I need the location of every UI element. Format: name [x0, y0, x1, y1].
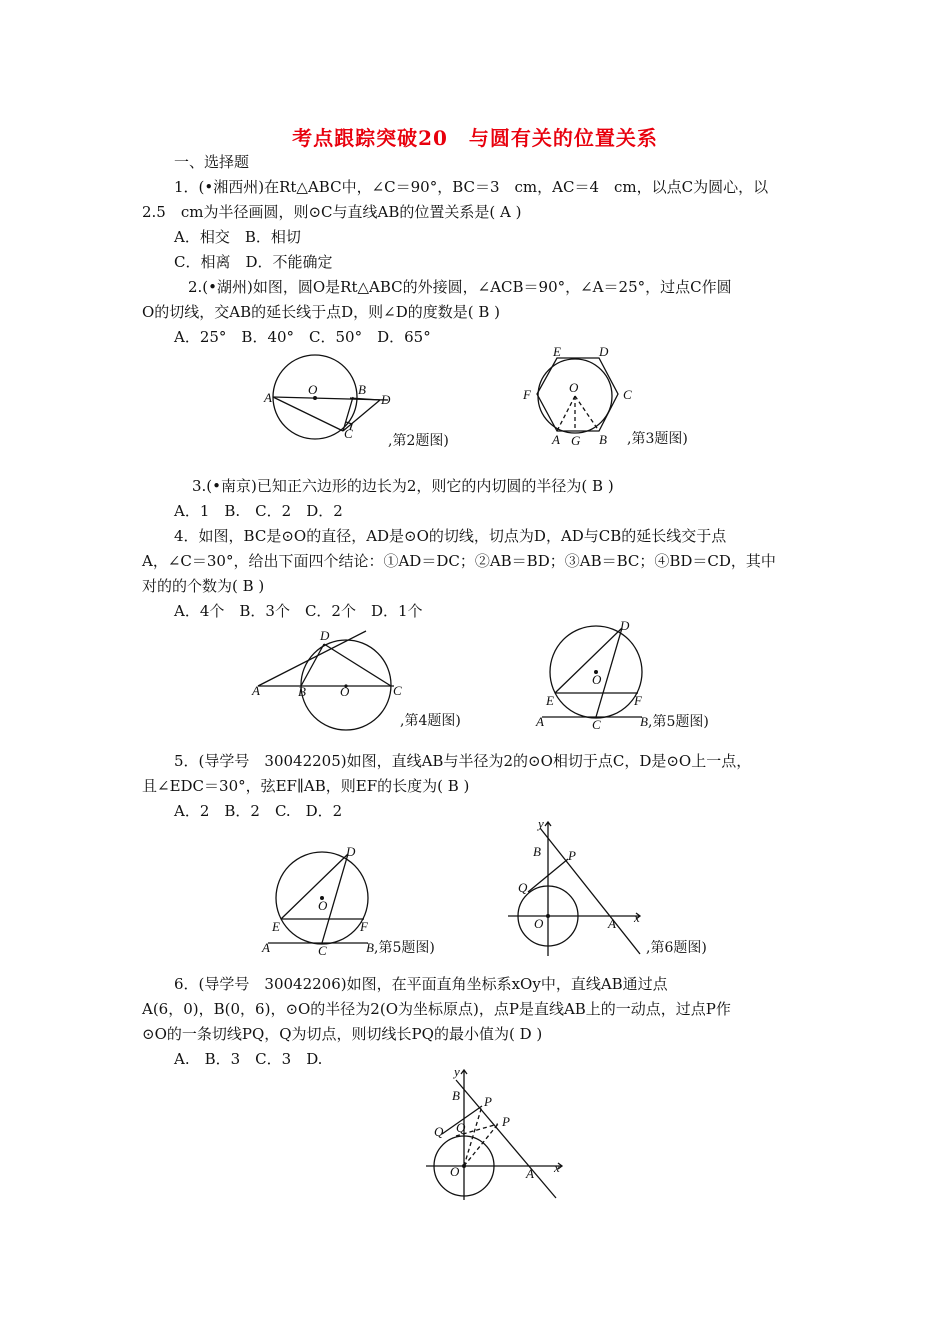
svg-text:A: A: [552, 432, 560, 447]
svg-text:y: y: [454, 1066, 460, 1079]
svg-text:O: O: [340, 684, 350, 699]
svg-text:B: B: [358, 382, 366, 397]
svg-text:E: E: [272, 919, 280, 934]
svg-text:D: D: [599, 344, 609, 359]
svg-text:F: F: [360, 919, 368, 934]
figure-q6-coordinate: [500, 816, 730, 964]
q4-options: A．4个 B．3个 C．2个 D．1个: [174, 602, 423, 620]
q2-line2: O的切线，交AB的延长线于点D，则∠D的度数是( B ): [142, 303, 501, 321]
svg-text:A: A: [264, 390, 272, 405]
q2-line1: 2.(•湖州)如图，圆O是Rt△ABC的外接圆，∠ACB＝90°，∠A＝25°，过点C作圆: [188, 278, 732, 296]
svg-text:O: O: [308, 382, 318, 397]
q5-line2: 且∠EDC＝30°，弦EF∥AB，则EF的长度为( B ): [142, 777, 470, 795]
q1-options-1: A．相交 B．相切: [174, 228, 301, 246]
svg-text:C: C: [344, 426, 353, 441]
fig2-caption: ,第2题图): [388, 433, 449, 449]
section-heading: 一、选择题: [174, 153, 250, 171]
svg-text:B: B: [366, 940, 374, 955]
page-title: 考点跟踪突破20 与圆有关的位置关系: [292, 126, 658, 150]
figure-q4-tangent: [248, 626, 498, 736]
svg-text:Q: Q: [434, 1124, 444, 1139]
figure-q3-hexagon: [515, 344, 725, 454]
svg-text:E: E: [553, 344, 561, 359]
svg-text:D: D: [320, 628, 330, 643]
q6-line3: ⊙O的一条切线PQ，Q为切点，则切线长PQ的最小值为( D ): [142, 1025, 543, 1043]
figure-q2-circle-tangent: [258, 348, 488, 458]
q4-line3: 对的的个数为( B ): [142, 577, 265, 595]
q6-options: A. B．3 C．3 D.: [174, 1050, 323, 1068]
q1-line1: 1．(•湘西州)在Rt△ABC中，∠C＝90°，BC＝3 cm，AC＝4 cm，以点C为圆心，以: [174, 178, 769, 196]
svg-text:y: y: [538, 816, 544, 831]
q2-options: A．25° B．40° C．50° D．65°: [174, 328, 431, 346]
svg-text:O: O: [592, 672, 602, 687]
svg-text:P: P: [568, 848, 576, 863]
q6-line2: A(6，0)，B(0，6)，⊙O的半径为2(O为坐标原点)，点P是直线AB上的一动点，过点P作: [142, 1000, 731, 1018]
fig5-caption: ,第5题图): [648, 714, 709, 730]
svg-text:A: A: [608, 916, 616, 931]
fig3-caption: ,第3题图): [627, 431, 688, 447]
svg-text:A: A: [262, 940, 270, 955]
fig4-caption: ,第4题图): [400, 713, 461, 729]
svg-text:F: F: [523, 387, 531, 402]
svg-text:C: C: [393, 683, 402, 698]
svg-text:O: O: [450, 1164, 460, 1179]
q6-line1: 6．(导学号 30042206)如图，在平面直角坐标系xOy中，直线AB通过点: [174, 975, 668, 993]
svg-text:G: G: [571, 433, 581, 448]
svg-text:C: C: [623, 387, 632, 402]
fig6-caption: ,第6题图): [646, 940, 707, 956]
fig5b-caption: ,第5题图): [374, 940, 435, 956]
svg-text:B: B: [298, 684, 306, 699]
q1-line2: 2.5 cm为半径画圆，则⊙C与直线AB的位置关系是( A ): [142, 203, 522, 221]
svg-text:D: D: [620, 618, 630, 633]
q5-line1: 5．(导学号 30042205)如图，直线AB与半径为2的⊙O相切于点C，D是⊙O上一点，: [174, 752, 752, 770]
svg-text:B: B: [452, 1088, 460, 1103]
svg-text:Q: Q: [456, 1120, 466, 1135]
svg-text:P: P: [484, 1094, 492, 1109]
svg-text:x: x: [554, 1160, 560, 1175]
svg-text:A: A: [526, 1166, 534, 1181]
svg-text:B: B: [533, 844, 541, 859]
svg-text:C: C: [318, 943, 327, 958]
svg-text:E: E: [546, 693, 554, 708]
q4-line2: A，∠C＝30°，给出下面四个结论：①AD＝DC；②AB＝BD；③AB＝BC；④BD＝CD，其中: [142, 552, 776, 570]
svg-text:F: F: [634, 693, 642, 708]
svg-text:A: A: [536, 714, 544, 729]
q1-options-2: C．相离 D．不能确定: [174, 253, 333, 271]
svg-text:B: B: [640, 714, 648, 729]
svg-text:O: O: [318, 898, 328, 913]
svg-text:A: A: [252, 683, 260, 698]
q3-line1: 3.(•南京)已知正六边形的边长为2，则它的内切圆的半径为( B ): [192, 477, 614, 495]
svg-text:P: P: [502, 1114, 510, 1129]
q5-options: A．2 B．2 C. D．2: [174, 802, 343, 820]
svg-text:O: O: [569, 380, 579, 395]
svg-text:D: D: [346, 844, 356, 859]
figure-q6-solution: [420, 1066, 600, 1206]
svg-text:Q: Q: [518, 880, 528, 895]
svg-text:O: O: [534, 916, 544, 931]
figure-q5-second: [256, 842, 486, 964]
q4-line1: 4．如图，BC是⊙O的直径，AD是⊙O的切线，切点为D，AD与CB的延长线交于点: [174, 527, 727, 545]
svg-text:B: B: [599, 432, 607, 447]
q3-options: A．1 B. C．2 D．2: [174, 502, 343, 520]
svg-text:x: x: [634, 910, 640, 925]
figure-q5-first: [530, 616, 760, 738]
svg-text:C: C: [592, 717, 601, 732]
svg-text:D: D: [381, 392, 391, 407]
